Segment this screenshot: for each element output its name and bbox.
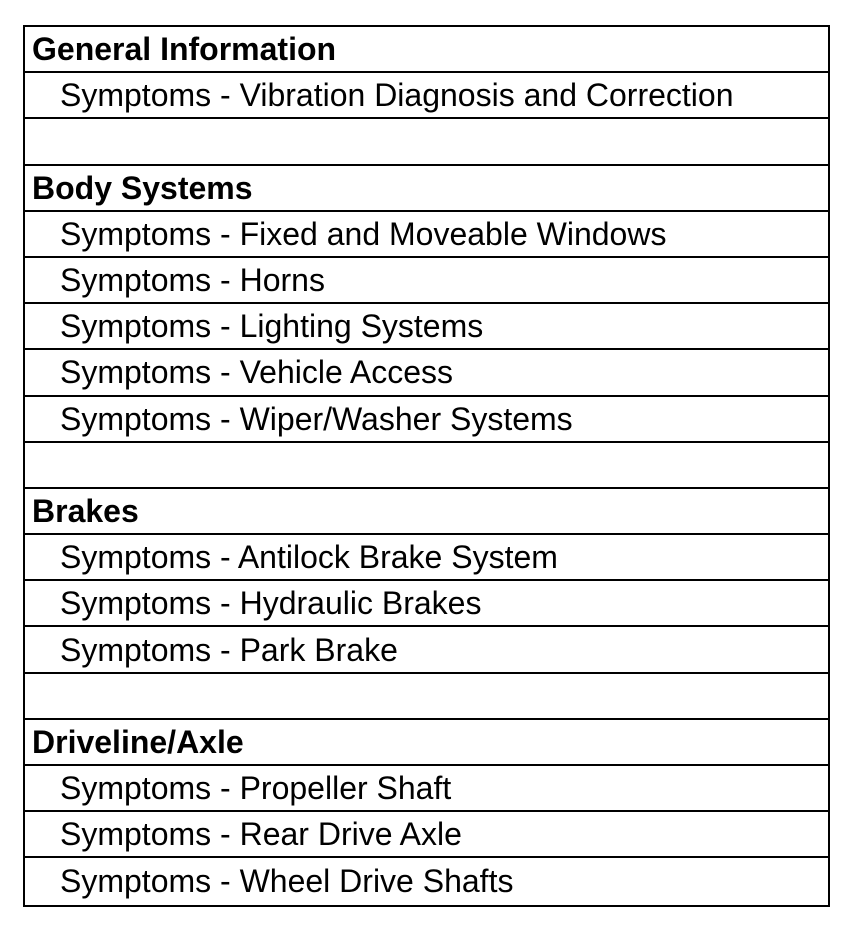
spacer-row xyxy=(25,443,828,489)
link-propeller-shaft[interactable]: Symptoms - Propeller Shaft xyxy=(25,766,828,812)
link-antilock-brake-system[interactable]: Symptoms - Antilock Brake System xyxy=(25,535,828,581)
link-hydraulic-brakes[interactable]: Symptoms - Hydraulic Brakes xyxy=(25,581,828,627)
section-heading-general-information: General Information xyxy=(25,27,828,73)
section-heading-body-systems: Body Systems xyxy=(25,166,828,212)
section-heading-driveline-axle: Driveline/Axle xyxy=(25,720,828,766)
spacer-row xyxy=(25,674,828,720)
link-horns[interactable]: Symptoms - Horns xyxy=(25,258,828,304)
spacer-row xyxy=(25,119,828,165)
link-rear-drive-axle[interactable]: Symptoms - Rear Drive Axle xyxy=(25,812,828,858)
link-wiper-washer-systems[interactable]: Symptoms - Wiper/Washer Systems xyxy=(25,397,828,443)
link-fixed-moveable-windows[interactable]: Symptoms - Fixed and Moveable Windows xyxy=(25,212,828,258)
section-heading-brakes: Brakes xyxy=(25,489,828,535)
link-lighting-systems[interactable]: Symptoms - Lighting Systems xyxy=(25,304,828,350)
link-wheel-drive-shafts[interactable]: Symptoms - Wheel Drive Shafts xyxy=(60,863,514,900)
link-park-brake[interactable]: Symptoms - Park Brake xyxy=(25,627,828,673)
link-vibration-diagnosis[interactable]: Symptoms - Vibration Diagnosis and Correction xyxy=(25,73,828,119)
link-vehicle-access[interactable]: Symptoms - Vehicle Access xyxy=(25,350,828,396)
symptom-index-table xyxy=(23,25,830,907)
